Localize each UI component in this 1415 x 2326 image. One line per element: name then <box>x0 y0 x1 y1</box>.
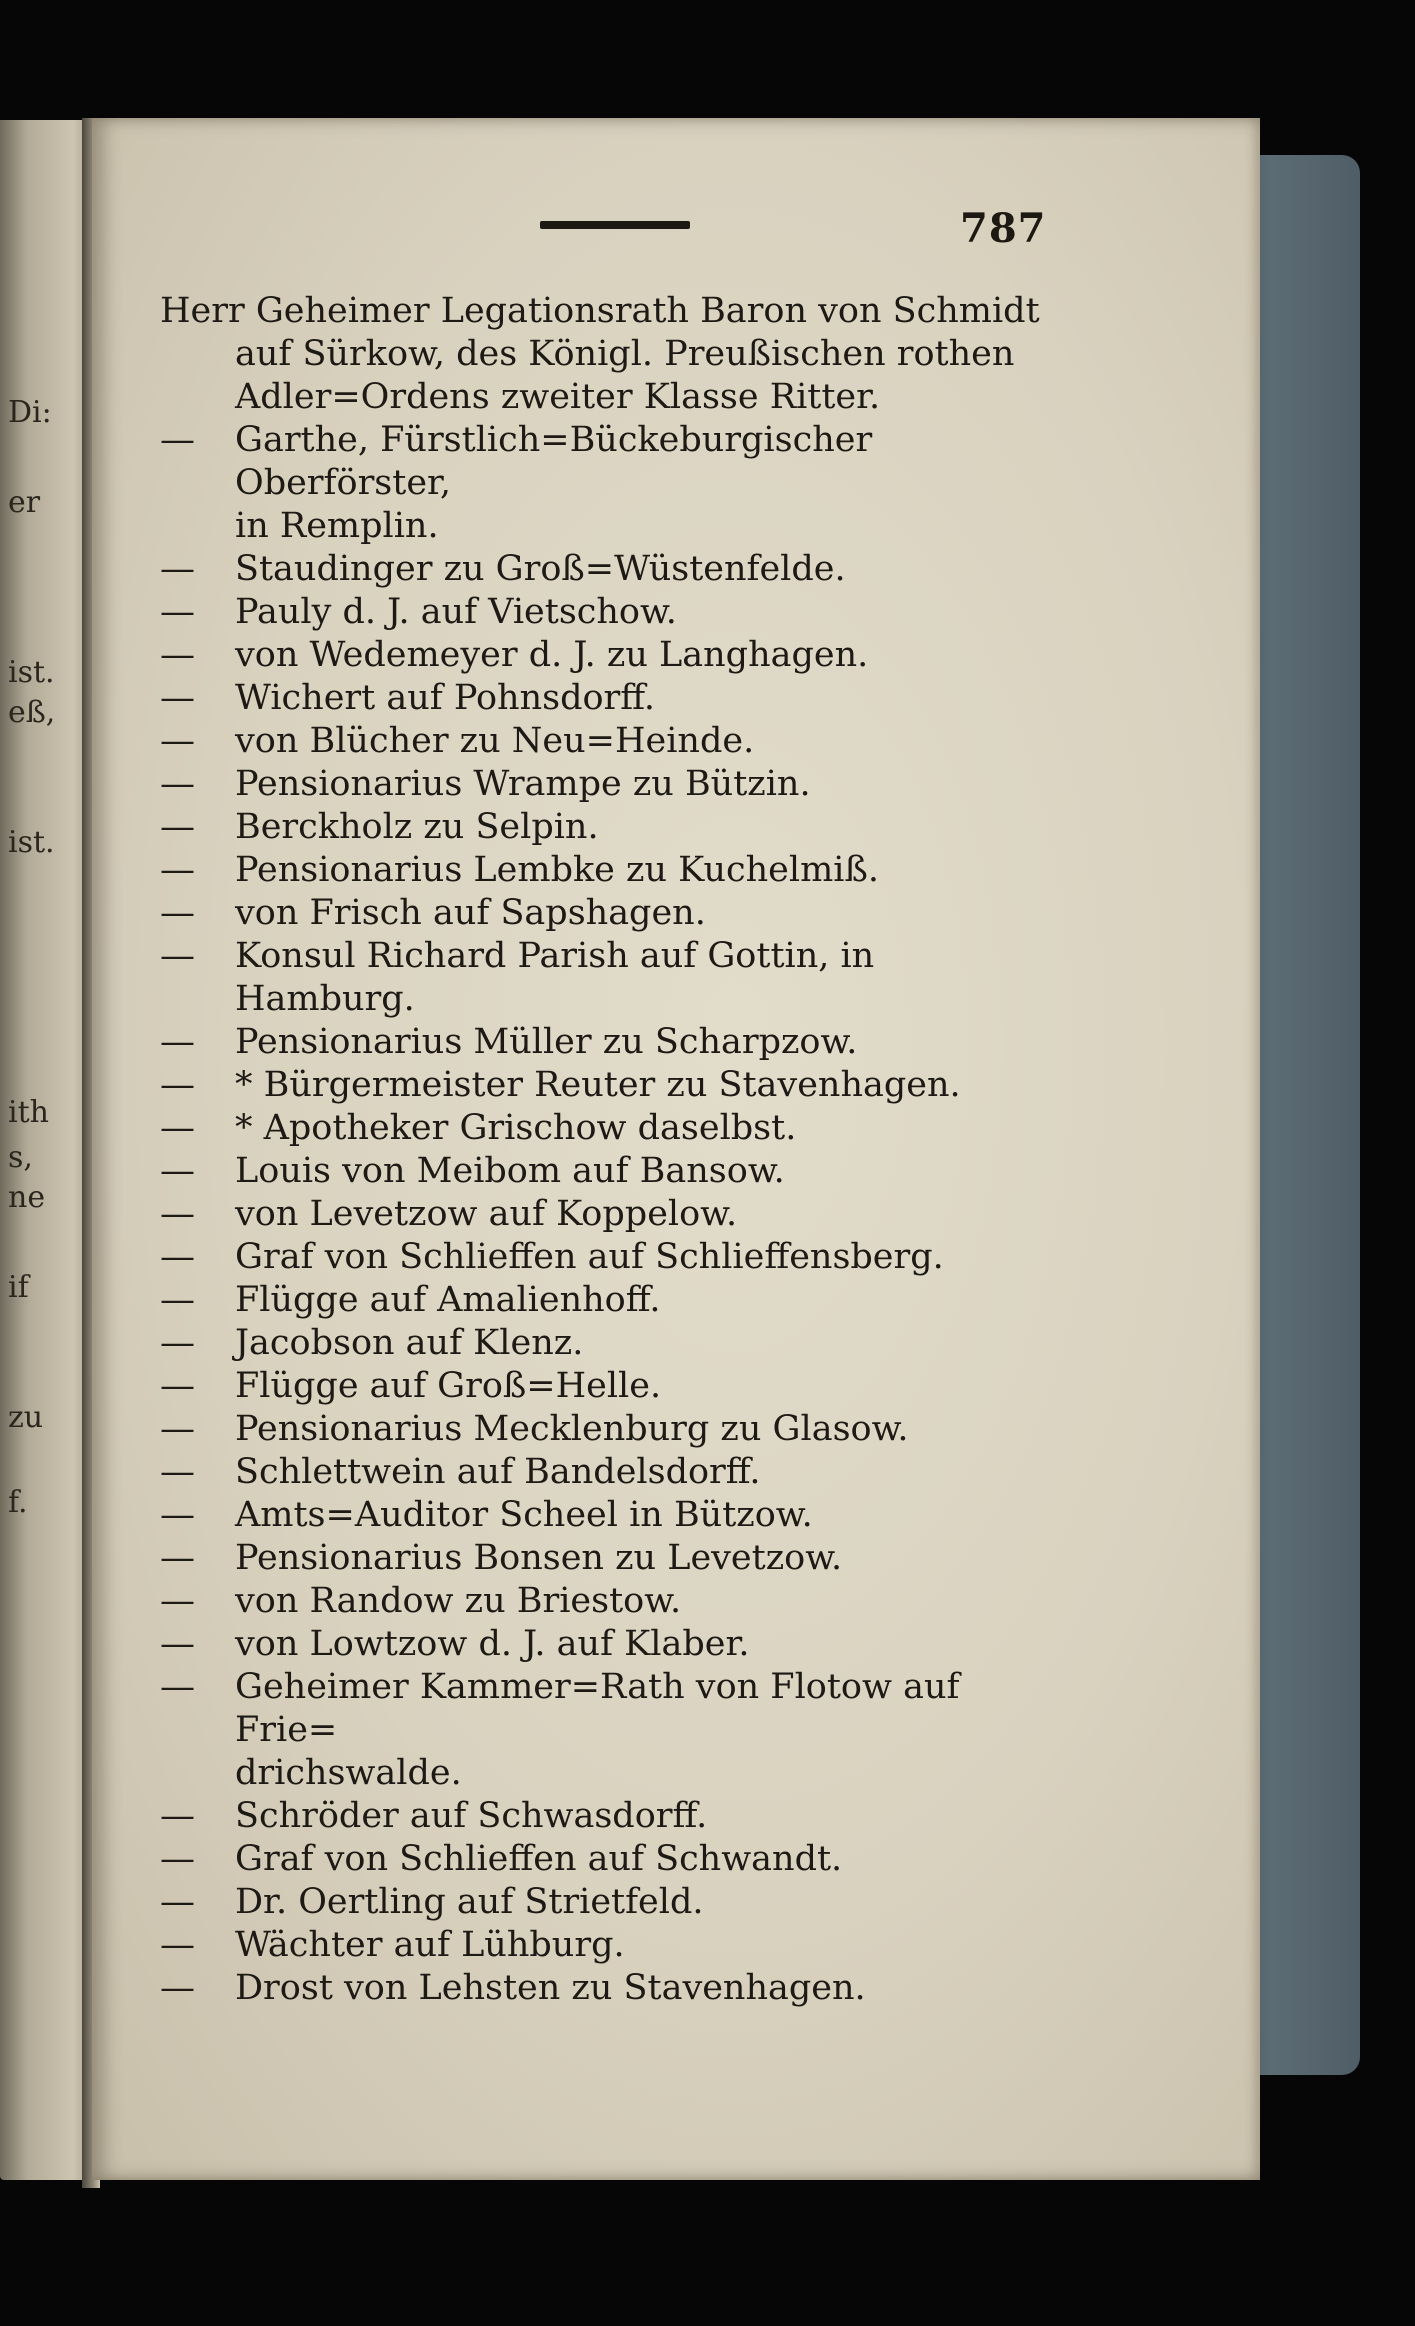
list-entry <box>160 591 1060 634</box>
list-entry <box>160 935 1060 1021</box>
left-page-fragment: ist. <box>8 825 55 860</box>
first-entry-continuation: auf Sürkow, des Königl. Preußischen rothen <box>235 334 1015 374</box>
entry-dash: — <box>160 807 195 847</box>
entry-text: von Lowtzow d. J. auf Klaber. <box>235 1624 750 1664</box>
left-page-fragment: s, <box>8 1140 33 1175</box>
entry-dash: — <box>160 936 195 976</box>
entry-dash: — <box>160 1796 195 1836</box>
entry-dash: — <box>160 1323 195 1363</box>
page-number: 787 <box>960 205 1047 252</box>
entry-dash: — <box>160 764 195 804</box>
list-entry <box>160 1279 1060 1322</box>
name-list <box>160 290 1060 2010</box>
entry-dash: — <box>160 635 195 675</box>
entry-dash: — <box>160 1581 195 1621</box>
left-page-fragment: f. <box>8 1485 28 1520</box>
entry-dash <box>160 505 235 548</box>
list-entry <box>160 1236 1060 1279</box>
list-entry <box>160 1150 1060 1193</box>
list-entry <box>160 1021 1060 1064</box>
entry-text: * Apotheker Grischow daselbst. <box>235 1108 797 1148</box>
entry-text: Pensionarius Bonsen zu Levetzow. <box>235 1538 843 1578</box>
entry-text: in Remplin. <box>235 506 439 546</box>
entry-text: Jacobson auf Klenz. <box>235 1323 584 1363</box>
entry-text: Wächter auf Lühburg. <box>235 1925 625 1965</box>
entry-dash: — <box>160 1667 195 1707</box>
list-entry <box>160 1580 1060 1623</box>
left-page-fragment: eß, <box>8 695 56 730</box>
list-entry <box>160 634 1060 677</box>
entry-dash: — <box>160 721 195 761</box>
entry-dash: — <box>160 1065 195 1105</box>
list-entry <box>160 1193 1060 1236</box>
list-entry <box>160 763 1060 806</box>
entry-dash: — <box>160 1366 195 1406</box>
entry-text: Garthe, Fürstlich=Bückeburgischer Oberförster, <box>235 420 873 503</box>
entry-dash: — <box>160 678 195 718</box>
left-page-fragment: if <box>8 1270 29 1305</box>
entry-text: von Blücher zu Neu=Heinde. <box>235 721 755 761</box>
left-page-fragment: ist. <box>8 655 55 690</box>
list-entry <box>160 548 1060 591</box>
entry-text: Amts=Auditor Scheel in Bützow. <box>235 1495 813 1535</box>
entry-dash: — <box>160 1409 195 1449</box>
entry-dash: — <box>160 1452 195 1492</box>
entry-text: Schröder auf Schwasdorff. <box>235 1796 708 1836</box>
entry-dash: — <box>160 1882 195 1922</box>
list-entry <box>160 1838 1060 1881</box>
list-entry <box>160 892 1060 935</box>
left-page-fragment: zu <box>8 1400 44 1435</box>
entry-text: Berckholz zu Selpin. <box>235 807 599 847</box>
entry-dash <box>160 1752 235 1795</box>
entry-dash: — <box>160 420 195 460</box>
list-entry <box>160 1064 1060 1107</box>
entry-text: Dr. Oertling auf Strietfeld. <box>235 1882 704 1922</box>
list-entry <box>160 1924 1060 1967</box>
entry-text: Graf von Schlieffen auf Schwandt. <box>235 1839 843 1879</box>
left-page-edge <box>0 120 92 2180</box>
list-entry <box>160 1623 1060 1666</box>
entry-text: Graf von Schlieffen auf Schlieffensberg. <box>235 1237 944 1277</box>
entry-text: Schlettwein auf Bandelsdorff. <box>235 1452 761 1492</box>
first-entry-continuation: Adler=Ordens zweiter Klasse Ritter. <box>235 377 881 417</box>
entry-text: Louis von Meibom auf Bansow. <box>235 1151 785 1191</box>
entry-text: Geheimer Kammer=Rath von Flotow auf Frie= <box>235 1667 960 1750</box>
entry-dash: — <box>160 850 195 890</box>
entry-dash: — <box>160 1968 195 2008</box>
list-entry <box>160 1967 1060 2010</box>
entry-text: von Levetzow auf Koppelow. <box>235 1194 738 1234</box>
entry-dash: — <box>160 1022 195 1062</box>
entry-dash: — <box>160 1108 195 1148</box>
list-entry <box>160 1537 1060 1580</box>
entry-text: Pensionarius Wrampe zu Bützin. <box>235 764 811 804</box>
header-rule <box>540 221 690 229</box>
entry-text: drichswalde. <box>235 1753 462 1793</box>
entry-text: Wichert auf Pohnsdorff. <box>235 678 656 718</box>
entry-dash: — <box>160 1495 195 1535</box>
entry-dash: — <box>160 1624 195 1664</box>
list-entry <box>160 806 1060 849</box>
list-entry <box>160 677 1060 720</box>
entry-text: Staudinger zu Groß=Wüstenfelde. <box>235 549 846 589</box>
list-entry <box>160 1365 1060 1408</box>
entry-dash: — <box>160 893 195 933</box>
left-page-fragment: er <box>8 485 41 520</box>
entry-dash: — <box>160 1151 195 1191</box>
list-entry <box>160 1795 1060 1838</box>
entry-text: Drost von Lehsten zu Stavenhagen. <box>235 1968 866 2008</box>
left-page-fragment: Di: <box>8 395 52 430</box>
list-entry <box>160 1881 1060 1924</box>
entry-text: Flügge auf Groß=Helle. <box>235 1366 662 1406</box>
list-entry <box>160 1408 1060 1451</box>
entry-text: von Wedemeyer d. J. zu Langhagen. <box>235 635 869 675</box>
entry-text: * Bürgermeister Reuter zu Stavenhagen. <box>235 1065 961 1105</box>
list-entry <box>160 1451 1060 1494</box>
entry-dash: — <box>160 1538 195 1578</box>
entry-dash: — <box>160 1280 195 1320</box>
list-entry <box>160 1666 1060 1752</box>
entry-text: Pensionarius Mecklenburg zu Glasow. <box>235 1409 909 1449</box>
list-entry <box>160 1494 1060 1537</box>
list-entry <box>160 849 1060 892</box>
left-page-fragment: ith <box>8 1095 49 1130</box>
list-entry <box>160 1107 1060 1150</box>
entry-dash: — <box>160 1925 195 1965</box>
list-entry-continuation <box>160 1752 1060 1795</box>
entry-text: Flügge auf Amalienhoff. <box>235 1280 661 1320</box>
entry-text: Pensionarius Lembke zu Kuchelmiß. <box>235 850 879 890</box>
entry-dash: — <box>160 1237 195 1277</box>
list-entry <box>160 720 1060 763</box>
entry-text: von Randow zu Briestow. <box>235 1581 682 1621</box>
entry-text: Konsul Richard Parish auf Gottin, in Hamburg. <box>235 936 875 1019</box>
entry-dash: — <box>160 592 195 632</box>
entry-text: von Frisch auf Sapshagen. <box>235 893 706 933</box>
entry-dash: — <box>160 549 195 589</box>
list-entry-continuation <box>160 505 1060 548</box>
left-page-fragment: ne <box>8 1180 46 1215</box>
entry-dash: — <box>160 1839 195 1879</box>
list-entry <box>160 1322 1060 1365</box>
list-entry <box>160 419 1060 505</box>
entry-text: Pauly d. J. auf Vietschow. <box>235 592 677 632</box>
entry-dash: — <box>160 1194 195 1234</box>
first-entry-line: Herr Geheimer Legationsrath Baron von Schmidt <box>160 291 1040 331</box>
entry-text: Pensionarius Müller zu Scharpzow. <box>235 1022 858 1062</box>
